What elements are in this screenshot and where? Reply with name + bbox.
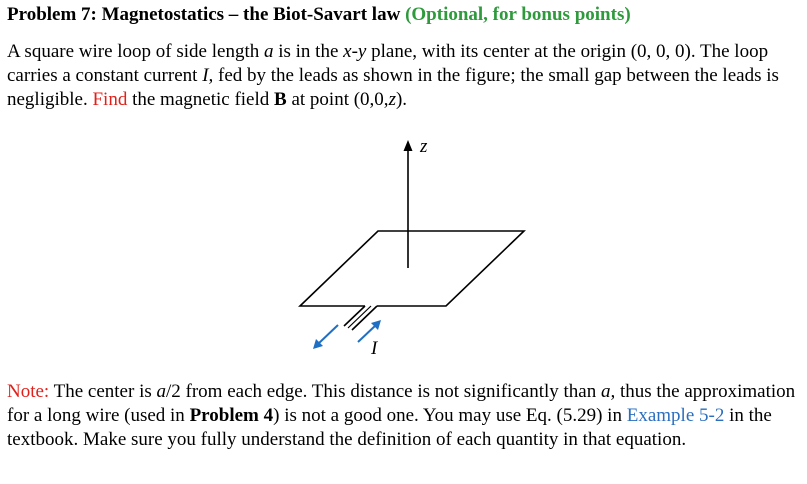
example-reference-link[interactable]: Example 5-2 xyxy=(626,405,725,426)
variable-z: z xyxy=(388,89,396,110)
z-axis-arrowhead xyxy=(404,140,413,151)
note-text-3: thus the approximation for a long wire (used in xyxy=(7,381,796,426)
z-axis-label: z xyxy=(420,136,428,157)
lead-wire-left xyxy=(344,306,365,326)
problem-heading: Problem 7: Magnetostatics – the Biot-Savart law xyxy=(7,4,406,25)
problem-statement xyxy=(7,40,801,112)
note-paragraph xyxy=(7,380,801,452)
variable-xy: x-y xyxy=(343,41,367,62)
statement-text-7: ). xyxy=(395,89,408,110)
current-label: I xyxy=(371,338,378,359)
statement-text-6: at point (0,0, xyxy=(286,89,389,110)
statement-text-5: the magnetic field xyxy=(127,89,275,110)
note-text-4: ) is not a good one. You may use Eq. (5.29) in xyxy=(273,405,627,426)
current-arrow-in xyxy=(358,320,381,342)
variable-a: a xyxy=(263,41,274,62)
statement-text-1: A square wire loop of side length xyxy=(7,41,264,62)
note-text-5: in the textbook. Make sure you fully understand the definition of each quantity in that equation. xyxy=(7,405,772,450)
current-arrow-out xyxy=(313,325,338,349)
problem-title xyxy=(7,4,631,26)
statement-text-2: is in the xyxy=(273,41,344,62)
optional-note: (Optional, for bonus points) xyxy=(405,4,631,25)
find-keyword: Find xyxy=(92,89,128,110)
field-symbol: B xyxy=(274,89,287,110)
statement-text-4: fed by the leads as shown in the figure; the small gap between the leads is negligible. xyxy=(7,65,779,110)
problem-4-reference: Problem 4 xyxy=(189,405,274,426)
statement-text-3: plane, with its center at the origin (0, 0, 0). The loop carries a constant current xyxy=(7,41,769,86)
note-label: Note: xyxy=(7,381,50,402)
square-loop xyxy=(300,231,524,306)
loop-diagram xyxy=(280,128,540,368)
note-variable-a-2: a, xyxy=(600,381,616,402)
loop-figure xyxy=(280,128,540,368)
note-text-1: The center is xyxy=(49,381,157,402)
note-variable-a: a xyxy=(156,381,166,402)
variable-current: I, xyxy=(202,65,214,86)
lead-wire-center xyxy=(348,306,371,328)
note-text-2: /2 from each edge. This distance is not significantly than xyxy=(166,381,601,402)
